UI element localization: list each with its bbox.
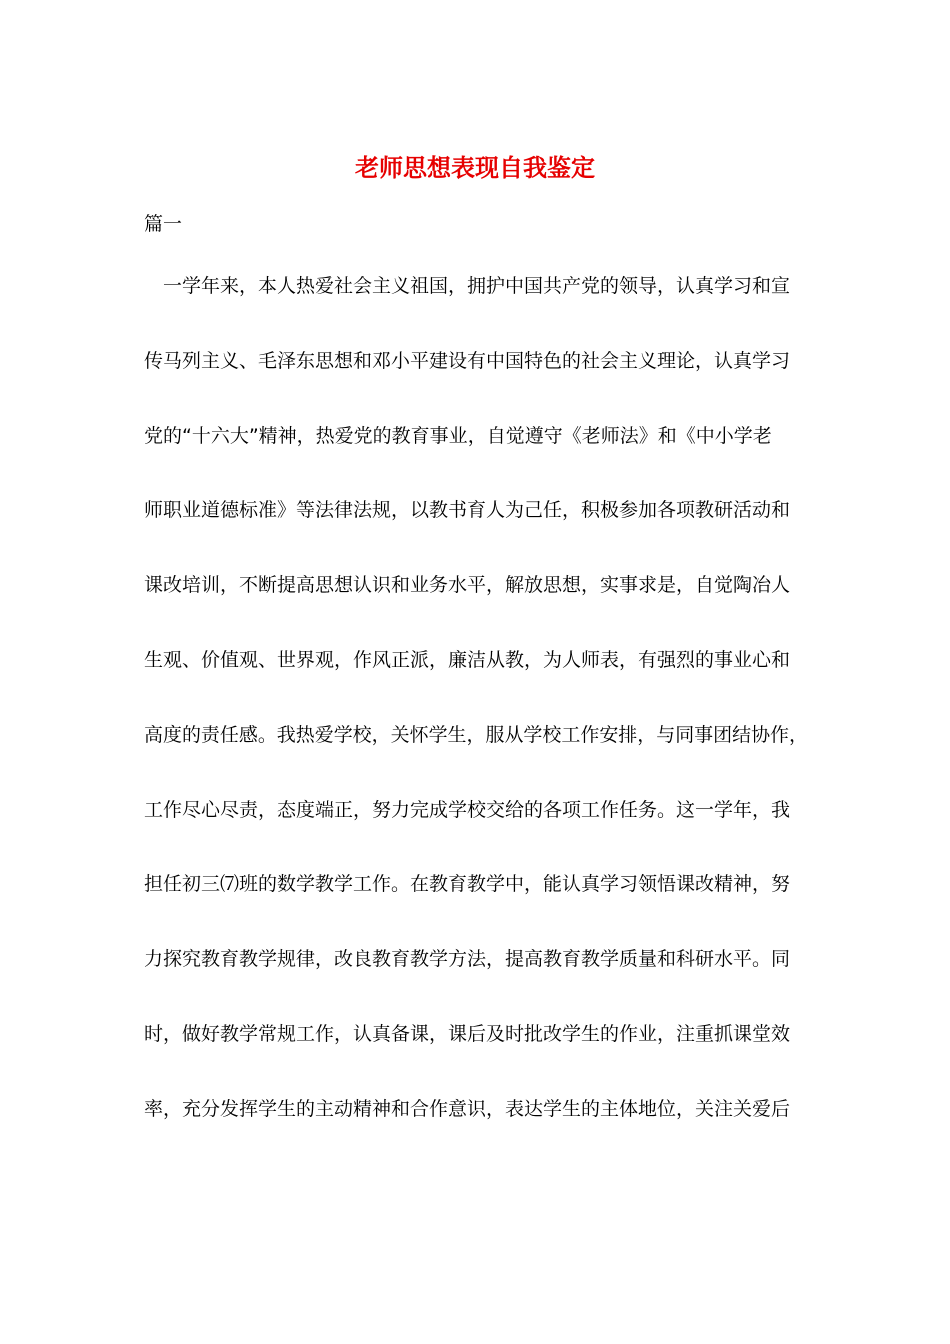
body-line [144, 721, 808, 796]
body-line-text: 一学年来，本人热爱社会主义祖国，拥护中国共产党的领导，认真学习和宣 [163, 275, 791, 297]
body-line-text: 率，充分发挥学生的主动精神和合作意识，表达学生的主体地位，关注关爱后 [144, 1097, 791, 1120]
body-text [144, 272, 808, 1170]
body-line-text: 高度的责任感。我热爱学校，关怀学生，服从学校工作安排，与同事团结协作， [144, 723, 809, 746]
body-line [144, 945, 808, 1020]
body-line-text: 力探究教育教学规律，改良教育教学方法，提高教育教学质量和科研水平。同 [144, 948, 791, 971]
body-line-text: 课改培训，不断提高思想认识和业务水平，解放思想，实事求是，自觉陶冶人 [144, 574, 791, 597]
body-line [144, 1020, 808, 1095]
body-line [144, 796, 808, 871]
body-line [144, 496, 808, 571]
body-line-text: 传马列主义、毛泽东思想和邓小平建设有中国特色的社会主义理论，认真学习 [144, 349, 791, 372]
body-line [144, 646, 808, 721]
body-line-text: 担任初三⑺班的数学教学工作。在教育教学中，能认真学习领悟课改精神，努 [144, 873, 791, 896]
document-title: 老师思想表现自我鉴定 [355, 153, 595, 182]
body-line [144, 422, 808, 497]
body-line [144, 571, 808, 646]
body-line-text: 党的“十六大”精神，热爱党的教育事业，自觉遵守《老师法》和《中小学老 [144, 424, 772, 447]
body-line [144, 1095, 808, 1170]
body-line [144, 347, 808, 422]
body-line-text: 师职业道德标准》等法律法规，以教书育人为己任，积极参加各项教研活动和 [144, 499, 791, 522]
body-line-text: 工作尽心尽责，态度端正，努力完成学校交给的各项工作任务。这一学年，我 [144, 798, 791, 821]
section-label: 篇一 [144, 213, 183, 235]
body-line-text: 生观、价值观、世界观，作风正派，廉洁从教，为人师表，有强烈的事业心和 [144, 648, 791, 671]
body-line-text: 时，做好教学常规工作，认真备课，课后及时批改学生的作业，注重抓课堂效 [144, 1022, 791, 1045]
body-line [144, 870, 808, 945]
body-line [144, 272, 808, 347]
